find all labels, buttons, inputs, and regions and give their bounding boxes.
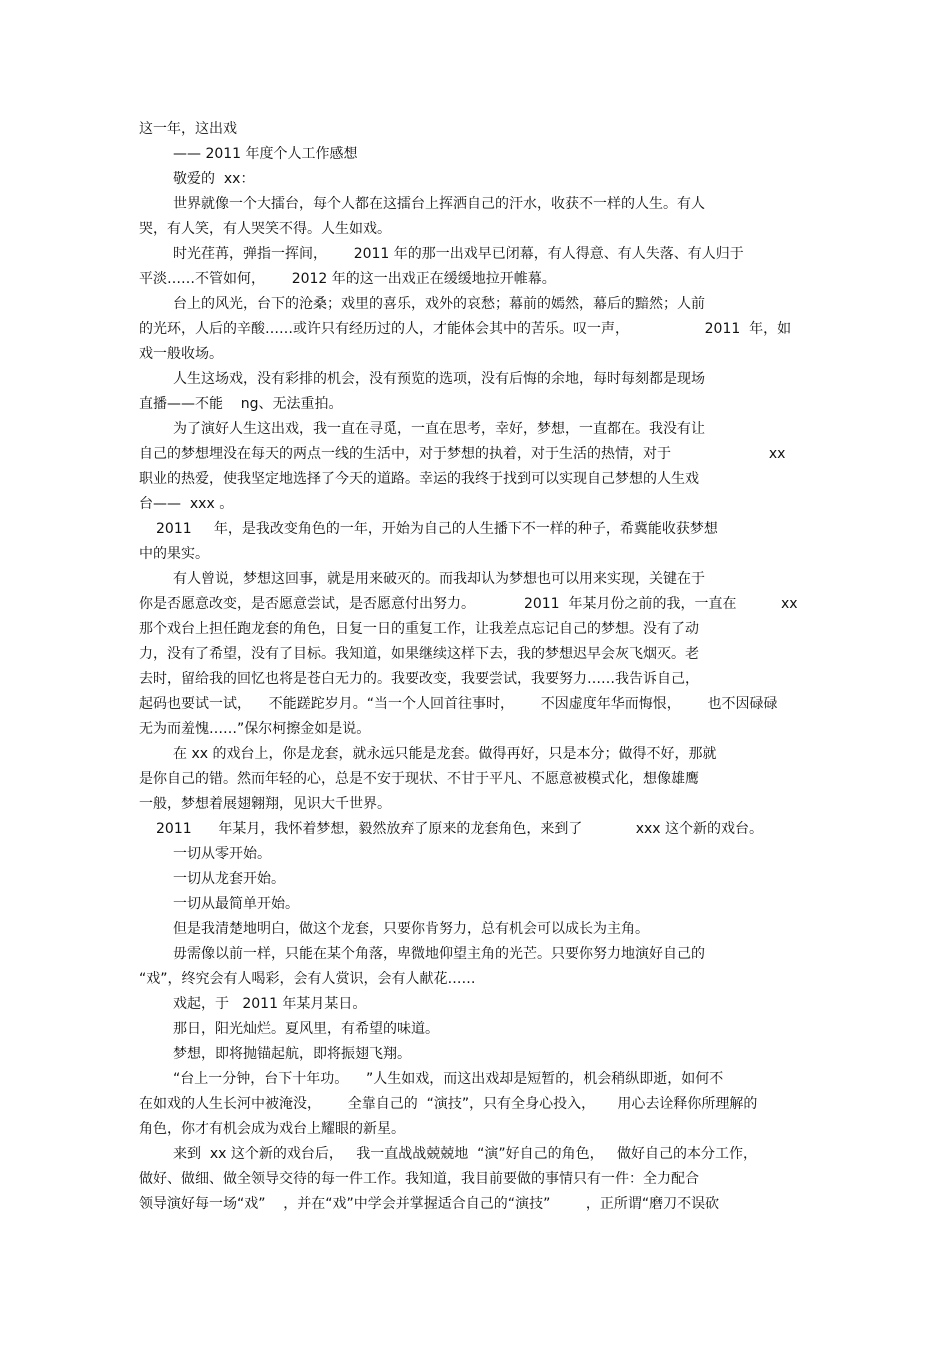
body-line: 直播——不能 ng、无法重拍。 xyxy=(139,396,343,412)
body-line: 来到 xx 这个新的戏台后， 我一直战战兢兢地 “演”好自己的角色， 做好自己的本分工作， xyxy=(173,1146,758,1162)
body-line: 你是否愿意改变，是否愿意尝试，是否愿意付出努力。 2011 年某月份之前的我，一直在 xx xyxy=(139,596,798,612)
body-line: 起码也要试一试， 不能蹉跎岁月。“当一个人回首往事时， 不因虚度年华而悔恨， 也不因碌碌 xyxy=(139,696,778,712)
body-line: “台上一分钟，台下十年功。 ”人生如戏，而这出戏却是短暂的，机会稍纵即逝，如何不 xyxy=(173,1071,724,1087)
body-line: 台—— xxx 。 xyxy=(139,496,234,512)
body-line: 在如戏的人生长河中被淹没， 全靠自己的 “演技”，只有全身心投入， 用心去诠释你所理解的 xyxy=(139,1096,758,1112)
body-line: 是你自己的错。然而年轻的心，总是不安于现状、不甘于平凡、不愿意被模式化，想像雄鹰 xyxy=(139,771,699,787)
body-line: 人生这场戏，没有彩排的机会，没有预览的选项，没有后悔的余地，每时每刻都是现场 xyxy=(173,371,705,387)
body-line: 2011 年，是我改变角色的一年，开始为自己的人生播下不一样的种子，希冀能收获梦想 xyxy=(156,521,718,537)
body-line: 力，没有了希望，没有了目标。我知道，如果继续这样下去，我的梦想迟早会灰飞烟灭。老 xyxy=(139,646,699,662)
body-line: 时光荏苒，弹指一挥间， 2011 年的那一出戏早已闭幕，有人得意、有人失落、有人归于 xyxy=(173,246,744,262)
body-line: 领导演好每一场“戏” ，并在“戏”中学会并掌握适合自己的“演技” ，正所谓“磨刀不误砍 xyxy=(139,1196,720,1212)
salutation: 敬爱的 xx： xyxy=(173,171,255,187)
body-line: 无为而羞愧……”保尔柯擦金如是说。 xyxy=(139,721,371,737)
body-line: 世界就像一个大擂台，每个人都在这擂台上挥洒自己的汗水，收获不一样的人生。有人 xyxy=(173,196,705,212)
body-line: 那个戏台上担任跑龙套的角色，日复一日的重复工作，让我差点忘记自己的梦想。没有了动 xyxy=(139,621,699,637)
body-line: 自己的梦想埋没在每天的两点一线的生活中，对于梦想的执着，对于生活的热情，对于 xx xyxy=(139,446,786,462)
body-line: 梦想，即将抛锚起航，即将振翅飞翔。 xyxy=(173,1046,411,1062)
body-line: 做好、做细、做全领导交待的每一件工作。我知道，我目前要做的事情只有一件：全力配合 xyxy=(139,1171,699,1187)
body-line: 的光环，人后的辛酸……或许只有经历过的人，才能体会其中的苦乐。叹一声， 2011 年，如 xyxy=(139,321,792,337)
body-line: 哭，有人笑，有人哭笑不得。人生如戏。 xyxy=(139,221,391,237)
body-line: 有人曾说，梦想这回事，就是用来破灭的。而我却认为梦想也可以用来实现，关键在于 xyxy=(173,571,705,587)
body-line: 角色，你才有机会成为戏台上耀眼的新星。 xyxy=(139,1121,405,1137)
body-line: 那日，阳光灿烂。夏风里，有希望的味道。 xyxy=(173,1021,439,1037)
document-title: 这一年，这出戏 xyxy=(139,121,237,137)
body-line: 中的果实。 xyxy=(139,546,209,562)
document-subtitle: —— 2011 年度个人工作感想 xyxy=(173,146,358,162)
body-line: 戏一般收场。 xyxy=(139,346,223,362)
body-line: 2011 年某月，我怀着梦想，毅然放弃了原来的龙套角色，来到了 xxx 这个新的戏台。 xyxy=(156,821,764,837)
body-line: 一般，梦想着展翅翱翔，见识大千世界。 xyxy=(139,796,391,812)
body-line: 一切从最简单开始。 xyxy=(173,896,299,912)
body-line: 戏起，于 2011 年某月某日。 xyxy=(173,996,367,1012)
body-line: 在 xx 的戏台上，你是龙套，就永远只能是龙套。做得再好，只是本分；做得不好，那就 xyxy=(173,746,717,762)
body-line: 平淡……不管如何， 2012 年的这一出戏正在缓缓地拉开帷幕。 xyxy=(139,271,556,287)
body-line: 职业的热爱，使我坚定地选择了今天的道路。幸运的我终于找到可以实现自己梦想的人生戏 xyxy=(139,471,699,487)
body-line: “戏”，终究会有人喝彩，会有人赏识，会有人献花…… xyxy=(139,971,476,987)
body-line: 台上的风光，台下的沧桑；戏里的喜乐，戏外的哀愁；幕前的嫣然，幕后的黯然；人前 xyxy=(173,296,705,312)
body-line: 去时，留给我的回忆也将是苍白无力的。我要改变，我要尝试，我要努力……我告诉自己， xyxy=(139,671,699,687)
body-line: 为了演好人生这出戏，我一直在寻觅，一直在思考，幸好，梦想，一直都在。我没有让 xyxy=(173,421,705,437)
body-line: 但是我清楚地明白，做这个龙套，只要你肯努力，总有机会可以成长为主角。 xyxy=(173,921,649,937)
body-line: 一切从龙套开始。 xyxy=(173,871,285,887)
body-line: 毋需像以前一样，只能在某个角落，卑微地仰望主角的光芒。只要你努力地演好自己的 xyxy=(173,946,705,962)
body-line: 一切从零开始。 xyxy=(173,846,271,862)
